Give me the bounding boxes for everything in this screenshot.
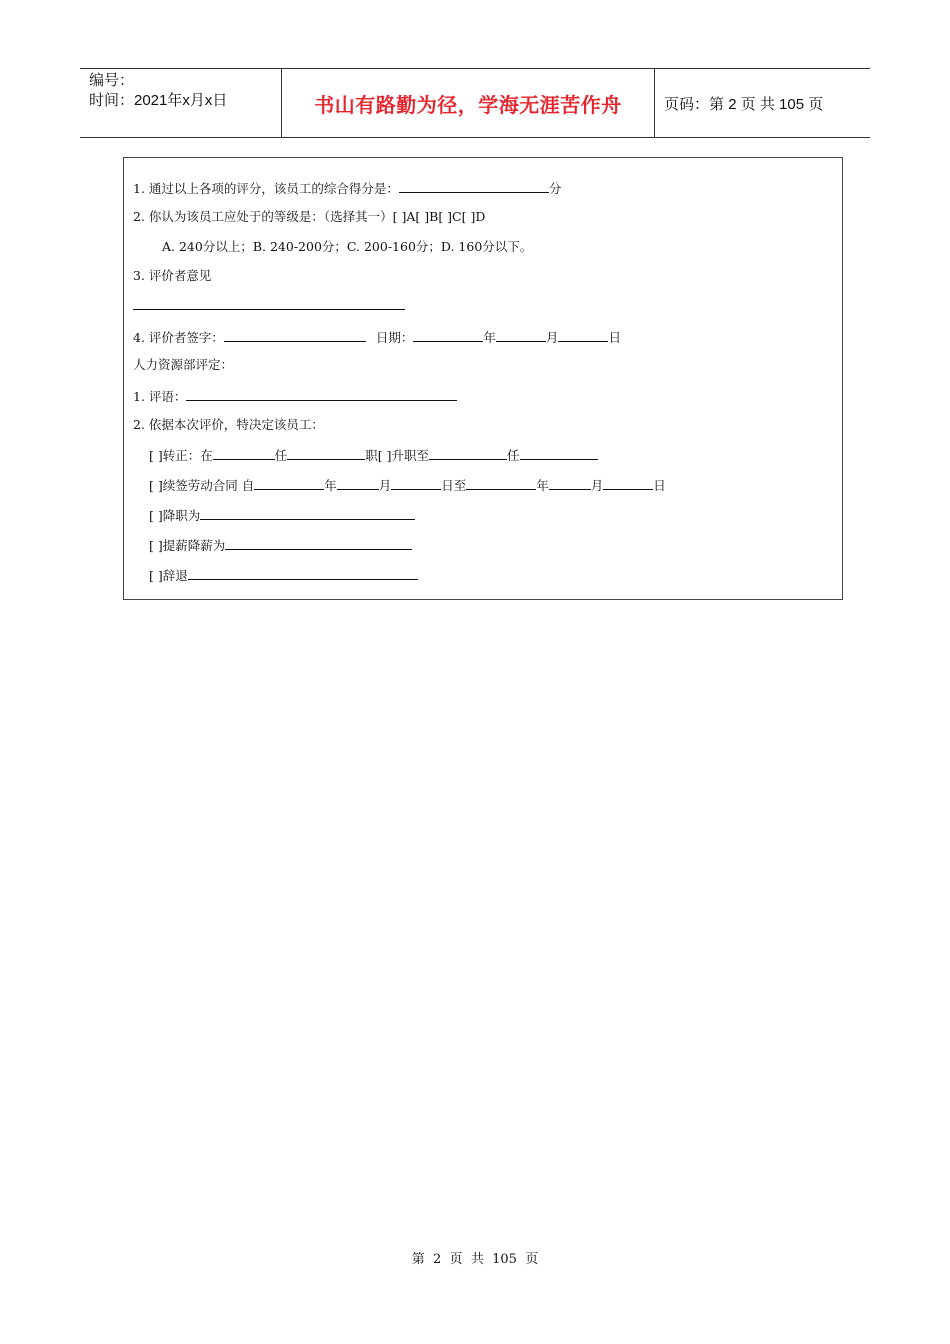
page-footer [0,1248,950,1267]
decision-label: 2. 依据本次评价，特决定该员工： [133,417,324,432]
doc-number-label: 编号： [89,72,135,89]
form-row-grade-options [162,239,532,255]
form-row-hr-title [133,357,233,373]
date-label: 时间：2021年x月x日 [89,92,228,109]
opinion-input[interactable] [133,296,405,310]
footer-ye: 页 [449,1252,463,1267]
signature-input[interactable] [224,328,366,342]
header-motto: 书山有路勤为径，学海无涯苦作舟 [314,95,622,117]
footer-page-number: 2 [433,1252,442,1267]
dismissal-option[interactable]: [ ]辞退 [149,568,188,583]
page-number: 2 [728,96,737,113]
demotion-option[interactable]: [ ]降职为 [149,508,201,523]
ren-label: 任 [506,448,520,463]
page-total: 105 [779,96,805,113]
demotion-input[interactable] [200,506,415,520]
contract-end-month-input[interactable] [549,476,591,490]
day-label: 日 [653,478,666,493]
header-page-info [664,93,823,114]
form-row-score [133,179,561,197]
form-row-comment [133,387,457,405]
ren-label: 任 [274,448,288,463]
evaluation-form [123,157,843,600]
form-row-opinion-line [133,296,405,314]
date-label: 日期： [375,330,414,345]
day-to-label: 日至 [441,478,467,493]
sign-day-input[interactable] [558,328,608,342]
month-label: 月 [545,330,559,345]
footer-gong: 共 [470,1252,484,1267]
form-row-contract [149,476,666,494]
score-input[interactable] [399,179,549,193]
form-row-dismissal [149,566,418,584]
form-row-regularization [149,446,598,464]
opinion-label: 3. 评价者意见 [133,268,212,283]
regularization-position-input[interactable] [287,446,365,460]
regularization-dept-input[interactable] [213,446,275,460]
sign-month-input[interactable] [496,328,546,342]
contract-end-year-input[interactable] [466,476,536,490]
grade-options: A. 240分以上；B. 240-200分；C. 200-160分；D. 160分以下。 [162,239,533,254]
form-row-decision [133,417,324,433]
promotion-option[interactable]: 职[ ]升职至 [365,448,429,463]
form-row-demotion [149,506,415,524]
year-label: 年 [324,478,337,493]
sign-year-input[interactable] [413,328,483,342]
contract-start-year-input[interactable] [254,476,324,490]
form-row-opinion [133,268,211,284]
year-label: 年 [536,478,549,493]
promotion-position-input[interactable] [520,446,598,460]
contract-renewal-option[interactable]: [ ]续签劳动合同 自 [149,478,255,493]
dismissal-input[interactable] [188,566,418,580]
form-row-signature [133,328,621,346]
grade-label: 2. 你认为该员工应处于的等级是：（选择其一）[ ]A[ ]B[ ]C[ ]D [133,209,486,224]
score-unit: 分 [548,181,562,196]
page-header [80,68,870,138]
page-suffix: 页 [808,96,824,113]
footer-total: 105 [492,1252,517,1267]
regularization-option[interactable]: [ ]转正：在 [149,448,213,463]
month-label: 月 [378,478,392,493]
form-row-salary [149,536,412,554]
salary-change-option[interactable]: [ ]提薪降薪为 [149,538,226,553]
contract-end-day-input[interactable] [603,476,653,490]
form-row-grade [133,209,485,225]
promotion-dept-input[interactable] [429,446,507,460]
page-prefix: 页码：第 [664,96,725,113]
score-label: 1. 通过以上各项的评分，该员工的综合得分是： [133,181,399,196]
contract-start-day-input[interactable] [391,476,441,490]
salary-change-input[interactable] [225,536,412,550]
day-label: 日 [608,330,621,345]
footer-ye2: 页 [525,1252,539,1267]
comment-label: 1. 评语： [133,389,187,404]
page-mid: 页 共 [740,96,775,113]
hr-title: 人力资源部评定： [133,357,234,372]
header-meta [89,71,227,111]
footer-di: 第 [411,1252,425,1267]
contract-start-month-input[interactable] [337,476,379,490]
comment-input[interactable] [186,387,457,401]
month-label: 月 [590,478,604,493]
year-label: 年 [483,330,496,345]
signature-label: 4. 评价者签字： [133,330,224,345]
header-divider [654,69,655,137]
